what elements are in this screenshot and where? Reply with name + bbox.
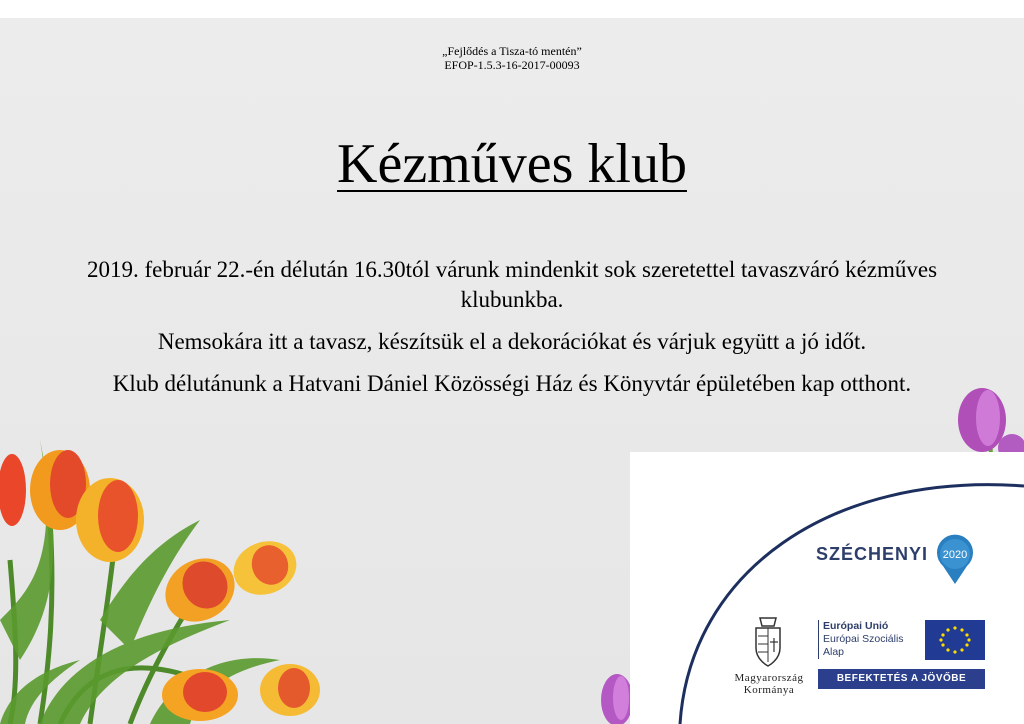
poster-body xyxy=(80,255,944,411)
hungarian-coat-of-arms-icon xyxy=(748,612,788,672)
project-code: EFOP-1.5.3-16-2017-00093 xyxy=(444,58,580,72)
eu-line-1: Európai Unió xyxy=(823,620,889,632)
paragraph-venue: Klub délutánunk a Hatvani Dániel Közösségi Ház és Könyvtár épületében kap otthont. xyxy=(112,371,912,396)
government-line-2: Kormánya xyxy=(743,684,795,696)
tulips-decoration-left xyxy=(0,420,320,724)
paragraph-event-date: 2019. február 22.-én délután 16.30tól várunk mindenkit sok szeretettel tavaszváró kézműves klubunkba. xyxy=(86,257,938,312)
tulip-decoration-bottom xyxy=(595,670,635,724)
eu-flag-icon xyxy=(925,620,985,660)
year-label: 2020 xyxy=(942,549,968,561)
investing-in-future-banner: BEFEKTETÉS A JÖVŐBE xyxy=(818,669,985,689)
project-name: „Fejlődés a Tisza-tó mentén” xyxy=(442,44,582,58)
szechenyi-wordmark: SZÉCHENYI xyxy=(816,544,929,564)
szechenyi-2020-logo xyxy=(630,452,1024,724)
eu-line-2: Európai Szociális xyxy=(823,633,904,645)
paragraph-spring: Nemsokára itt a tavasz, készítsük el a dekorációkat és várjuk együtt a jó időt. xyxy=(157,329,867,354)
government-label xyxy=(714,672,824,696)
location-pin-icon xyxy=(935,534,975,586)
eu-line-3: Alap xyxy=(823,646,845,658)
eu-fund-label xyxy=(818,620,904,659)
government-line-1: Magyarország xyxy=(734,672,804,684)
project-header xyxy=(0,44,1024,72)
page-title xyxy=(0,132,1024,196)
page-title-text: Kézműves klub xyxy=(337,133,687,195)
top-white-band xyxy=(0,0,1024,18)
